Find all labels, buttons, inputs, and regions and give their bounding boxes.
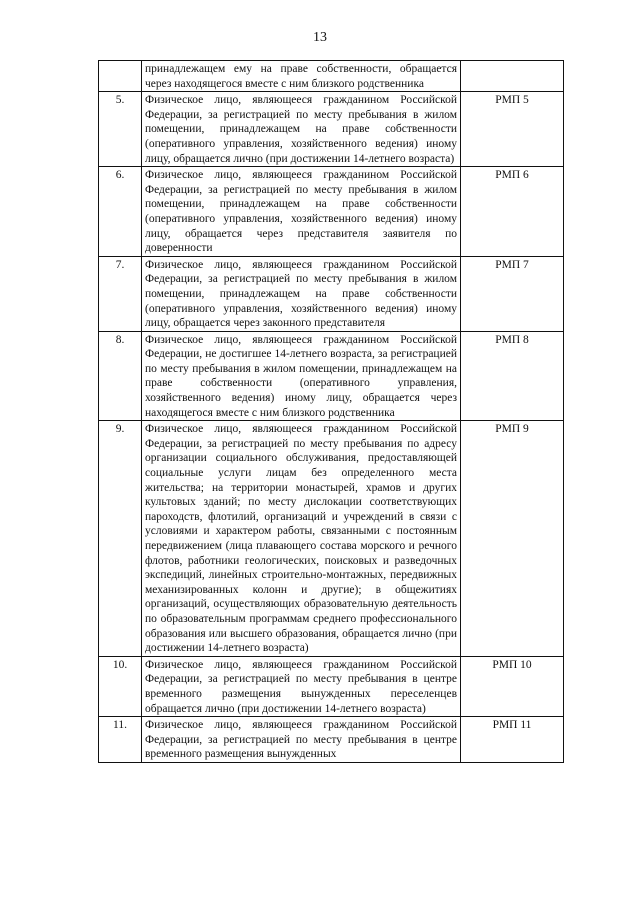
row-number: 11. xyxy=(99,717,142,763)
row-code: РМП 7 xyxy=(461,256,564,331)
row-description: Физическое лицо, являющееся гражданином Российской Федерации, за регистрацией по месту пребывания в жилом помещении, принадлежащем на праве собственности (оперативного управления, хозяйственного ведения) иному лицу, обращается через представителя заявителя по доверенности xyxy=(142,167,461,257)
row-number: 6. xyxy=(99,167,142,257)
row-description: Физическое лицо, являющееся гражданином Российской Федерации, за регистрацией по месту пребывания в центре временного размещения вынужденных xyxy=(142,717,461,763)
table-row xyxy=(99,717,564,763)
row-code xyxy=(461,61,564,92)
row-number: 8. xyxy=(99,331,142,421)
page-number: 13 xyxy=(313,30,327,45)
row-number: 10. xyxy=(99,656,142,716)
row-code: РМП 9 xyxy=(461,421,564,657)
row-description: Физическое лицо, являющееся гражданином Российской Федерации, не достигшее 14-летнего возраста, за регистрацией по месту пребывания в жилом помещении, принадлежащем на праве собственности (оперативного управления, хозяйственного ведения) иному лицу, обращается через находящегося вместе с ним близкого родственника xyxy=(142,331,461,421)
row-code: РМП 5 xyxy=(461,92,564,167)
row-code: РМП 11 xyxy=(461,717,564,763)
table-row xyxy=(99,92,564,167)
row-code: РМП 10 xyxy=(461,656,564,716)
table-row xyxy=(99,256,564,331)
row-description: принадлежащем ему на праве собственности, обращается через находящегося вместе с ним близкого родственника xyxy=(142,61,461,92)
row-number: 5. xyxy=(99,92,142,167)
table-row xyxy=(99,331,564,421)
table-row xyxy=(99,167,564,257)
table-row xyxy=(99,656,564,716)
row-number xyxy=(99,61,142,92)
registration-cases-table xyxy=(98,60,564,763)
table-row xyxy=(99,421,564,657)
row-description: Физическое лицо, являющееся гражданином Российской Федерации, за регистрацией по месту пребывания в жилом помещении, принадлежащем на праве собственности (оперативного управления, хозяйственного ведения) иному лицу, обращается лично (при достижении 14-летнего возраста) xyxy=(142,92,461,167)
row-description: Физическое лицо, являющееся гражданином Российской Федерации, за регистрацией по месту пребывания по адресу организации социального обслуживания, предоставляющей социальные услуги лицам без определенного места жительства; на территории монастырей, храмов и других культовых зданий; по месту дислокации соответствующих пароходств, флотилий, организаций и учреждений в связи с условиями и характером работы, связанными с постоянным передвижением (лица плавающего состава морского и речного флотов, работники геологических, поисковых и разведочных экспедиций, линейных строительно-монтажных, передвижных механизированных колонн и другие); в общежитиях организаций, осуществляющих образовательную деятельность по образовательным программам среднего профессионального образования или высшего образования, обращается лично (при достижении 14-летнего возраста) xyxy=(142,421,461,657)
table-row xyxy=(99,61,564,92)
row-number: 7. xyxy=(99,256,142,331)
row-number: 9. xyxy=(99,421,142,657)
row-code: РМП 8 xyxy=(461,331,564,421)
row-code: РМП 6 xyxy=(461,167,564,257)
row-description: Физическое лицо, являющееся гражданином Российской Федерации, за регистрацией по месту пребывания в центре временного размещения вынужденных переселенцев обращается лично (при достижении 14-летнего возраста) xyxy=(142,656,461,716)
row-description: Физическое лицо, являющееся гражданином Российской Федерации, за регистрацией по месту пребывания в жилом помещении, принадлежащем на праве собственности (оперативного управления, хозяйственного ведения) иному лицу, обращается через законного представителя xyxy=(142,256,461,331)
